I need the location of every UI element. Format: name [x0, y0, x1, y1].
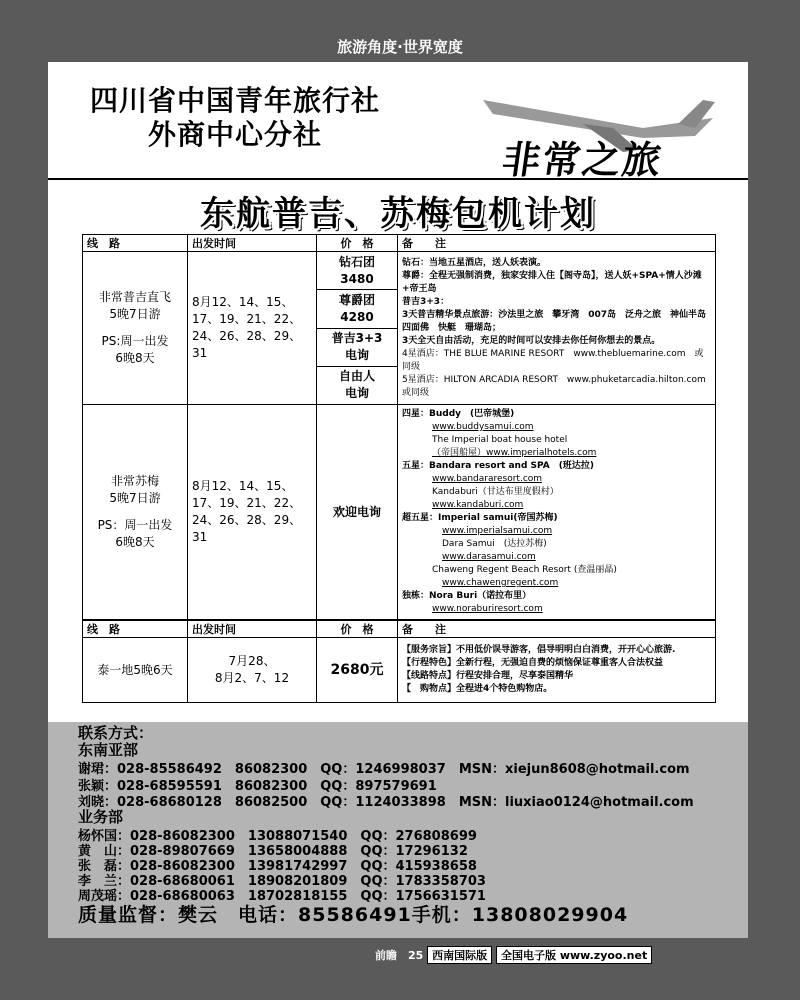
contact-line: 李 兰：028-68680061 18908201809 QQ：1783358703	[78, 874, 486, 889]
note-link[interactable]: （帝国船屋）www.imperialhotels.com	[432, 448, 597, 458]
route-line: 6晚8天	[115, 535, 155, 549]
date-line: 7月28、	[228, 654, 276, 668]
notes-cell	[398, 252, 716, 405]
date-line: 17、19、21、22、	[192, 496, 302, 510]
date-line: 8月12、14、15、	[192, 295, 294, 309]
note-line: Dara Samui (达拉苏梅)	[442, 539, 547, 549]
price-value: 3480	[340, 271, 374, 286]
header-route: 线 路	[83, 621, 188, 638]
note-line: 钻石：当地五星酒店，送人妖表演。	[402, 257, 547, 268]
note-link[interactable]: www.darasamui.com	[442, 552, 536, 562]
price-value: 电询	[344, 386, 369, 401]
note-line: 3天普吉精华景点旅游：沙法里之旅 攀牙湾 007岛 泛舟之旅 神仙半岛 四面佛 快艇 珊瑚岛；	[402, 309, 716, 333]
company-name	[90, 84, 380, 152]
contact-line: 黄 山：028-89807669 13658004888 QQ：17296132	[78, 844, 468, 859]
company-line1: 四川省中国青年旅行社	[90, 84, 381, 117]
contact-area	[48, 722, 748, 938]
schedule-table-2	[82, 620, 716, 703]
note-line: 【行程特色】全新行程，无强迫自费的烦恼保证尊重客人合法权益	[402, 658, 664, 668]
route-line: 5晚7日游	[109, 491, 161, 505]
price-name: 尊爵团	[338, 292, 375, 307]
note-line: 尊爵：全程无强制消费，独家安排入住【阁寺岛】，送人妖+SPA+情人沙滩+帝王岛	[402, 270, 702, 294]
dates-cell	[188, 638, 317, 703]
price-cell	[317, 290, 398, 328]
note-line: 【线路特点】行程安排合理，尽享泰国精华	[402, 671, 574, 681]
price-cell	[317, 328, 398, 366]
route-line: PS:周一出发	[101, 334, 169, 348]
note-line: 【 购物点】全程进4个特色购物店。	[402, 684, 553, 694]
contact-line: 杨怀国：028-86082300 13088071540 QQ：276808699	[78, 829, 477, 844]
logo-text: 非常之旅	[499, 137, 666, 182]
date-line: 31	[192, 346, 208, 360]
note-link[interactable]: www.buddysamui.com	[432, 422, 534, 432]
price-cell	[317, 366, 398, 404]
note-line: Chaweng Regent Beach Resort (查温丽晶)	[432, 565, 617, 575]
table-header	[83, 621, 716, 638]
table-header	[83, 235, 716, 252]
notes-cell	[398, 638, 716, 703]
note-line: 【服务宗旨】不用低价误导游客，倡导明明白白消费，开开心心旅游.	[402, 645, 676, 655]
price-name: 自由人	[338, 369, 375, 384]
footer-site[interactable]: 全国电子版 www.zyoo.net	[496, 946, 652, 964]
main-panel	[48, 62, 748, 722]
header-slogan: 旅游角度·世界宽度	[337, 38, 463, 56]
date-line: 24、26、28、29、	[192, 329, 302, 343]
route-cell	[83, 252, 188, 405]
notes-cell	[398, 405, 716, 620]
route-line: 5晚7日游	[109, 307, 161, 321]
note-link[interactable]: www.kandaburi.com	[432, 500, 524, 510]
dates-cell	[188, 405, 317, 620]
note-line: Kandaburi（甘达布里度假村）	[432, 487, 559, 497]
date-line: 31	[192, 530, 208, 544]
route-cell: 泰一地5晚6天	[83, 638, 188, 703]
note-line: 四星：Buddy (巴帝城堡)	[402, 409, 515, 419]
date-line: 24、26、28、29、	[192, 513, 302, 527]
contact-line: 刘晓：028-68680128 86082500 QQ：1124033898 MSN：liuxiao0124@hotmail.com	[78, 795, 694, 810]
footer	[375, 946, 652, 964]
schedule-table-1	[82, 234, 716, 620]
title-box	[48, 62, 748, 180]
table-row	[83, 638, 716, 703]
contact-line: 张颖：028-68595591 86082300 QQ：897579691	[78, 779, 437, 794]
footer-brand: 西南国际版	[427, 946, 492, 964]
header-price: 价 格	[317, 235, 398, 252]
table-row	[83, 405, 716, 620]
note-line: 独栋：Nora Buri（诺拉布里）	[402, 591, 532, 601]
note-line: 3天全天自由活动，充足的时间可以安排去你任何你想去的景点。	[402, 335, 661, 346]
price-name: 钻石团	[338, 254, 375, 269]
note-line: 超五星：Imperial samui(帝国苏梅)	[402, 513, 558, 523]
dates-cell	[188, 252, 317, 405]
note-link[interactable]: www.chawengregent.com	[442, 578, 559, 588]
note-line: 4星酒店：THE BLUE MARINE RESORT www.thebluemarine.com 或同级	[402, 348, 704, 372]
date-line: 8月12、14、15、	[192, 479, 294, 493]
footer-prefix: 前瞻 25	[375, 949, 424, 962]
header-price: 价 格	[317, 621, 398, 638]
route-cell	[83, 405, 188, 620]
price-value: 电询	[344, 348, 369, 363]
header-notes: 备 注	[398, 235, 716, 252]
note-link[interactable]: www.imperialsamui.com	[442, 526, 553, 536]
price-name: 普吉3+3	[331, 331, 383, 346]
route-line: 非常普吉直飞	[98, 290, 171, 304]
note-line: The Imperial boat house hotel	[432, 435, 568, 445]
price-cell: 欢迎电询	[317, 405, 398, 620]
contact-line: 周茂瑶：028-68680063 18702818155 QQ：1756631571	[78, 889, 486, 904]
price-value: 4280	[340, 309, 374, 324]
contact-line: 张 磊：028-86082300 13981742997 QQ：415938658	[78, 859, 477, 874]
company-line2: 外商中心分社	[148, 118, 323, 151]
header-date: 出发时间	[188, 621, 317, 638]
route-line: PS：周一出发	[97, 518, 173, 532]
note-line: 五星：Bandara resort and SPA (班达拉)	[402, 461, 594, 471]
contact-line: 谢珺：028-85586492 86082300 QQ：1246998037 MSN：xiejun8608@hotmail.com	[78, 762, 690, 777]
contact-title: 联系方式：	[78, 724, 154, 742]
route-line: 6晚8天	[115, 351, 155, 365]
date-line: 17、19、21、22、	[192, 312, 302, 326]
quality-supervision: 质量监督：樊云 电话：85586491手机：13808029904	[78, 904, 629, 926]
table-row	[83, 252, 716, 290]
note-line: 普吉3+3：	[402, 296, 450, 307]
header-date: 出发时间	[188, 235, 317, 252]
note-line: 5星酒店：HILTON ARCADIA RESORT www.phuketarcadia.hilton.com 或同级	[402, 374, 715, 398]
note-link[interactable]: www.bandararesort.com	[432, 474, 543, 484]
header-route: 线 路	[83, 235, 188, 252]
price-cell	[317, 252, 398, 290]
sea-dept-title: 东南亚部	[78, 741, 139, 759]
price-cell: 2680元	[317, 638, 398, 703]
route-line: 非常苏梅	[110, 474, 159, 488]
biz-dept-title: 业务部	[78, 808, 124, 826]
header-notes: 备 注	[398, 621, 716, 638]
plan-title: 东航普吉、苏梅包机计划	[200, 194, 596, 234]
note-link[interactable]: www.noraburiresort.com	[432, 604, 543, 614]
date-line: 8月2、7、12	[214, 671, 290, 685]
